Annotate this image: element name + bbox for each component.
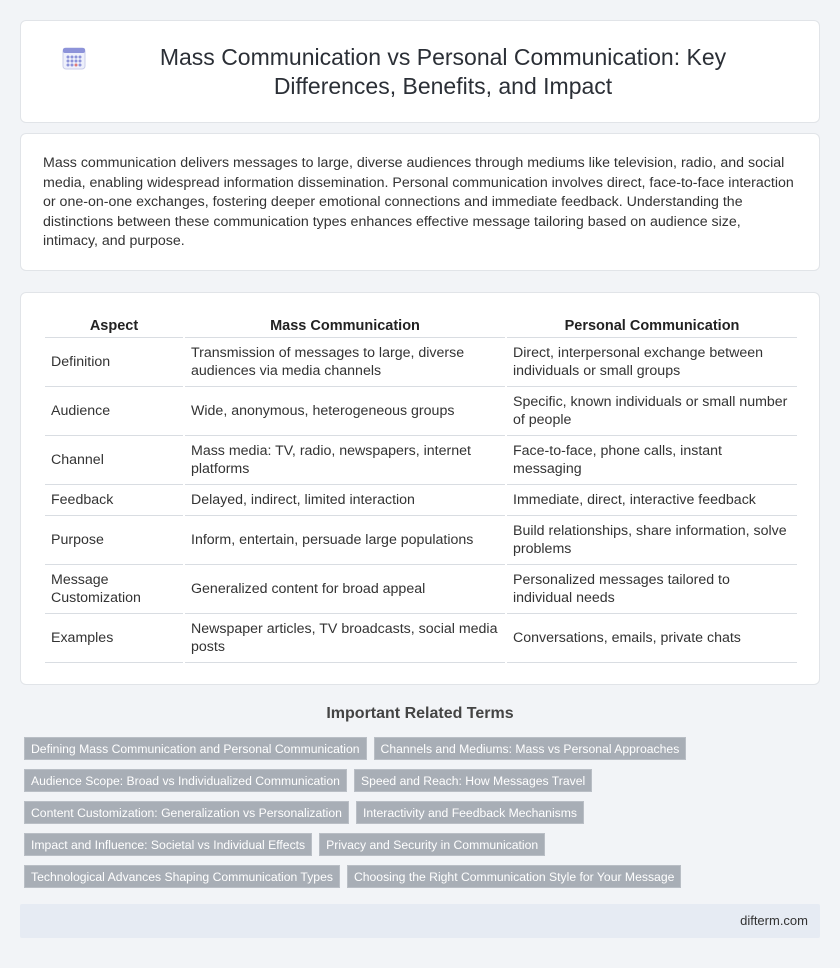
table-row	[45, 387, 797, 436]
cell-personal: Specific, known individuals or small number of people	[507, 387, 797, 436]
cell-personal: Build relationships, share information, solve problems	[507, 516, 797, 565]
cell-aspect: Feedback	[45, 485, 183, 516]
cell-aspect: Examples	[45, 614, 183, 663]
cell-mass: Inform, entertain, persuade large populations	[185, 516, 505, 565]
related-term-link[interactable]: Channels and Mediums: Mass vs Personal Approaches	[374, 737, 687, 760]
related-term-link[interactable]: Audience Scope: Broad vs Individualized Communication	[24, 769, 347, 792]
table-row	[45, 436, 797, 485]
cell-aspect: Message Customization	[45, 565, 183, 614]
related-term-link[interactable]: Privacy and Security in Communication	[319, 833, 545, 856]
cell-personal: Immediate, direct, interactive feedback	[507, 485, 797, 516]
table-row	[45, 485, 797, 516]
related-term-link[interactable]: Defining Mass Communication and Personal Communication	[24, 737, 367, 760]
related-term-link[interactable]: Impact and Influence: Societal vs Individual Effects	[24, 833, 312, 856]
cell-mass: Generalized content for broad appeal	[185, 565, 505, 614]
footer-site-link[interactable]: difterm.com	[740, 913, 808, 928]
related-term-link[interactable]: Speed and Reach: How Messages Travel	[354, 769, 592, 792]
table-row	[45, 516, 797, 565]
table-row	[45, 565, 797, 614]
cell-aspect: Channel	[45, 436, 183, 485]
table-row	[45, 338, 797, 387]
comparison-card	[20, 292, 820, 685]
related-term-link[interactable]: Content Customization: Generalization vs Personalization	[24, 801, 349, 824]
table-header-row	[45, 313, 797, 338]
header-personal: Personal Communication	[507, 313, 797, 338]
header-mass: Mass Communication	[185, 313, 505, 338]
title-wrap	[21, 21, 819, 122]
cell-personal: Face-to-face, phone calls, instant messaging	[507, 436, 797, 485]
cell-mass: Wide, anonymous, heterogeneous groups	[185, 387, 505, 436]
cell-aspect: Audience	[45, 387, 183, 436]
table-row	[45, 614, 797, 663]
comparison-table	[43, 313, 799, 663]
cell-personal: Direct, interpersonal exchange between individuals or small groups	[507, 338, 797, 387]
related-term-link[interactable]: Technological Advances Shaping Communication Types	[24, 865, 340, 888]
related-term-link[interactable]: Choosing the Right Communication Style for Your Message	[347, 865, 681, 888]
cell-mass: Delayed, indirect, limited interaction	[185, 485, 505, 516]
cell-aspect: Definition	[45, 338, 183, 387]
intro-card	[20, 133, 820, 271]
calendar-grid-icon	[61, 45, 87, 71]
header-card	[20, 20, 820, 123]
related-terms-title: Important Related Terms	[326, 705, 514, 722]
footer	[20, 904, 820, 938]
cell-mass: Newspaper articles, TV broadcasts, social media posts	[185, 614, 505, 663]
intro-text: Mass communication delivers messages to large, diverse audiences through mediums like television, radio, and social media, enabling widespread information dissemination. Personal communication involves direct, face-to-face interaction or one-on-one exchanges, fostering deeper emotional connections and immediate feedback. Understanding the distinctions between these communication types enhances effective message tailoring based on audience size, intimacy, and purpose.	[43, 155, 794, 250]
cell-personal: Conversations, emails, private chats	[507, 614, 797, 663]
page-title: Mass Communication vs Personal Communication: Key Differences, Benefits, and Impact	[159, 43, 727, 99]
cell-mass: Mass media: TV, radio, newspapers, internet platforms	[185, 436, 505, 485]
header-aspect: Aspect	[45, 313, 183, 338]
cell-personal: Personalized messages tailored to individual needs	[507, 565, 797, 614]
cell-mass: Transmission of messages to large, diverse audiences via media channels	[185, 338, 505, 387]
cell-aspect: Purpose	[45, 516, 183, 565]
related-terms-list	[24, 737, 824, 888]
related-term-link[interactable]: Interactivity and Feedback Mechanisms	[356, 801, 584, 824]
